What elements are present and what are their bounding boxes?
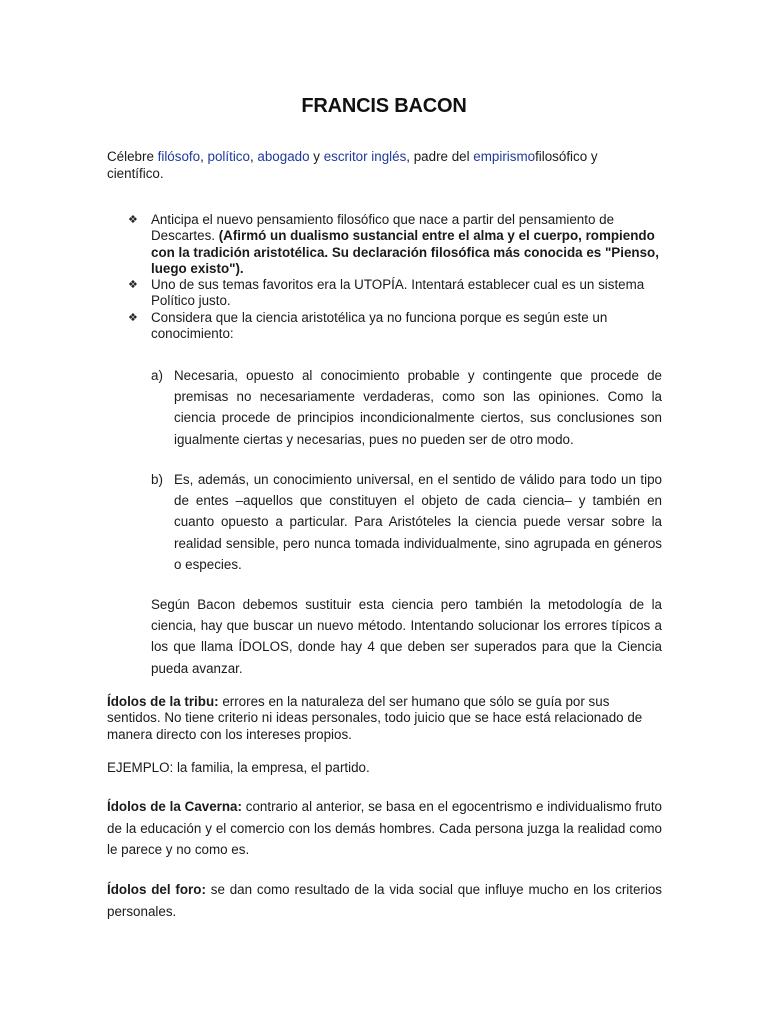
item-label: b) xyxy=(151,472,163,487)
bullet-bold-text: (Afirmó un dualismo sustancial entre el alma y el cuerpo, rompiendo con la tradición aristotélica. Su declaración filosófica más conocida es "Pienso, luego existo"). xyxy=(151,228,659,276)
idolo-foro xyxy=(107,879,662,922)
list-item-a xyxy=(151,365,662,450)
idolo-name: Ídolos del foro: xyxy=(107,882,206,897)
item-label: a) xyxy=(151,368,163,383)
list-item xyxy=(128,212,668,277)
bacon-paragraph: Según Bacon debemos sustituir esta ciencia pero también la metodología de la ciencia, hay que buscar un nuevo método. Intentando solucionar los errores típicos a los que llama ÍDOLOS, donde hay 4 que deben ser superados para que la Ciencia pueda avanzar. xyxy=(151,597,662,676)
idolo-text: contrario al anterior, se basa en el egocentrismo e individualismo fruto de la educación y el comercio con los demás hombres. Cada persona juzga la realidad como le parece y no como es. xyxy=(107,799,662,857)
list-item xyxy=(128,277,668,310)
item-text: Es, además, un conocimiento universal, en el sentido de válido para todo un tipo de entes –aquellos que constituyen el objeto de cada ciencia– y también en cuanto opuesto a particular. Para Aristóteles la ciencia puede versar sobre la realidad sensible, pero nunca tomada individualmente, sino agrupada en géneros o especies. xyxy=(174,472,662,572)
intro-paragraph xyxy=(107,149,627,182)
link-abogado[interactable]: abogado xyxy=(257,149,310,164)
intro-text: , padre del xyxy=(406,149,474,164)
link-empirismo[interactable]: empirismo xyxy=(473,149,536,164)
idolo-caverna xyxy=(107,796,662,861)
intro-text: Célebre xyxy=(107,149,158,164)
idolo-name: Ídolos de la tribu: xyxy=(107,694,219,709)
idolo-text: se dan como resultado de la vida social que influye mucho en los criterios personales. xyxy=(107,882,662,919)
idolo-name: Ídolos de la Caverna: xyxy=(107,799,242,814)
page-title: FRANCIS BACON xyxy=(301,95,467,117)
link-filosofo[interactable]: filósofo xyxy=(157,149,201,164)
diamond-bullet-icon: ❖ xyxy=(128,279,138,292)
intro-text: filosófico y científico. xyxy=(107,149,598,181)
diamond-bullet-icon: ❖ xyxy=(128,311,138,324)
link-politico[interactable]: político xyxy=(207,149,250,164)
intro-text: y xyxy=(309,149,324,164)
item-text: Necesaria, opuesto al conocimiento probable y contingente que procede de premisas no necesariamente verdaderas, como son las opiniones. Como la ciencia procede de principios incondicionalmente ciertos, sus conclusiones son igualmente ciertas y necesarias, pues no pueden ser de otro modo. xyxy=(174,368,662,447)
intro-text: , xyxy=(200,149,208,164)
diamond-bullet-icon: ❖ xyxy=(128,214,138,226)
bullet-list xyxy=(128,212,668,342)
intro-text: , xyxy=(249,149,258,164)
bullet-text: Uno de sus temas favoritos era la UTOPÍA. Intentará establecer cual es un sistema Político justo. xyxy=(151,277,645,309)
example-line: EJEMPLO: la familia, la empresa, el partido. xyxy=(107,760,370,775)
list-item-b xyxy=(151,469,662,575)
link-escritor-ingles[interactable]: escritor inglés xyxy=(323,149,407,164)
idolo-text: errores en la naturaleza del ser humano que sólo se guía por sus sentidos. No tiene criterio ni ideas personales, todo juicio que se hace está relacionado de manera directo con los intereses propios. xyxy=(107,694,643,742)
bullet-text: Anticipa el nuevo pensamiento filosófico que nace a partir del pensamiento de Descartes. xyxy=(151,212,615,244)
idolo-tribu xyxy=(107,694,662,743)
bullet-text: Considera que la ciencia aristotélica ya no funciona porque es según este un conocimiento: xyxy=(151,309,608,342)
list-item xyxy=(128,310,668,343)
